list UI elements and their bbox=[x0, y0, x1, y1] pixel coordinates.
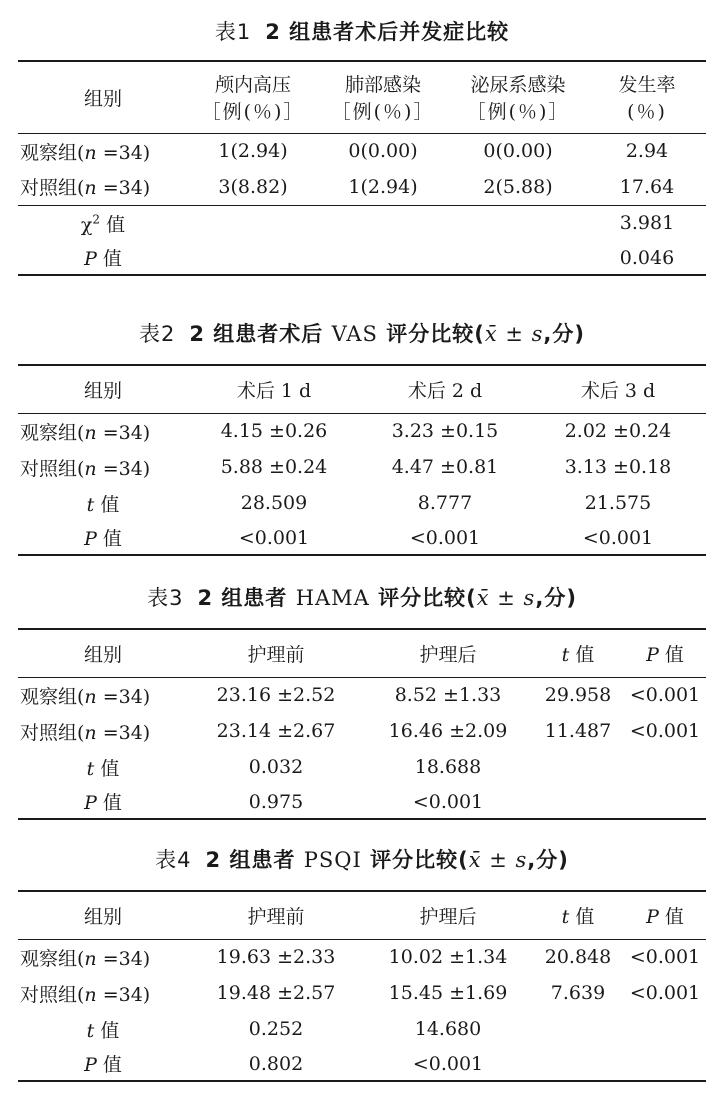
table-3-header-group: 组别 bbox=[18, 629, 188, 677]
table-row bbox=[18, 485, 706, 521]
table-4-header-before: 护理前 bbox=[188, 891, 364, 939]
table-2-header-day3: 术后 3 d bbox=[530, 365, 706, 413]
table-row bbox=[18, 1047, 706, 1081]
cell: 0.975 bbox=[188, 785, 364, 819]
row-label-t: t 值 bbox=[86, 757, 120, 780]
cell: <0.001 bbox=[360, 521, 530, 555]
cell: 1(2.94) bbox=[218, 140, 288, 163]
row-label: 观察组(n =34) bbox=[20, 685, 151, 708]
table-3-caption: 表3 2 组患者 HAMA 评分比较(x̄ ± s,分) bbox=[147, 586, 577, 610]
table-row bbox=[18, 749, 706, 785]
cell: 0(0.00) bbox=[348, 140, 418, 163]
table-row bbox=[18, 169, 706, 205]
table-row bbox=[18, 241, 706, 275]
cell: 4.15 ±0.26 bbox=[220, 420, 328, 443]
cell: <0.001 bbox=[364, 1047, 532, 1081]
cell: <0.001 bbox=[629, 982, 701, 1004]
table-4-header-group: 组别 bbox=[18, 891, 188, 939]
cell: <0.001 bbox=[530, 521, 706, 555]
row-label: 对照组(n =34) bbox=[20, 983, 151, 1006]
table-row bbox=[18, 205, 706, 241]
cell: 23.16 ±2.52 bbox=[216, 684, 336, 707]
table-3-header-p: P 值 bbox=[624, 629, 706, 677]
table-row bbox=[18, 975, 706, 1011]
table-2 bbox=[18, 364, 706, 556]
table-row bbox=[18, 677, 706, 713]
cell: 0.802 bbox=[188, 1047, 364, 1081]
cell: 8.52 ±1.33 bbox=[394, 684, 502, 707]
table-1-number: 表1 bbox=[214, 20, 252, 44]
table-4-caption: 表4 2 组患者 PSQI 评分比较(x̄ ± s,分) bbox=[155, 848, 569, 872]
table-1-title: 2 组患者术后并发症比较 bbox=[265, 20, 510, 44]
cell: 1(2.94) bbox=[348, 175, 418, 198]
table-4-header-after: 护理后 bbox=[364, 891, 532, 939]
table-row bbox=[18, 1011, 706, 1047]
cell: 3.13 ±0.18 bbox=[564, 456, 672, 478]
row-label-p: P 值 bbox=[18, 241, 188, 275]
table-row bbox=[18, 713, 706, 749]
table-4-block bbox=[18, 846, 706, 1082]
cell: 20.848 bbox=[544, 946, 612, 969]
cell: <0.001 bbox=[629, 684, 701, 707]
row-label-p: P 值 bbox=[18, 521, 188, 555]
table-row bbox=[18, 939, 706, 975]
cell: <0.001 bbox=[629, 946, 701, 969]
cell: 4.47 ±0.81 bbox=[391, 456, 499, 478]
row-label: 观察组(n =34) bbox=[20, 141, 151, 164]
cell: 0.032 bbox=[248, 756, 304, 778]
table-3-block bbox=[18, 584, 706, 820]
row-label-t: t 值 bbox=[86, 1019, 120, 1042]
row-label-p: P 值 bbox=[18, 785, 188, 819]
cell: 10.02 ±1.34 bbox=[388, 946, 508, 969]
row-label: 对照组(n =34) bbox=[20, 457, 151, 480]
row-label: 对照组(n =34) bbox=[20, 721, 151, 744]
table-3-header-before: 护理前 bbox=[188, 629, 364, 677]
table-2-header-day1: 术后 1 d bbox=[188, 365, 360, 413]
cell: 14.680 bbox=[414, 1018, 482, 1040]
cell: 28.509 bbox=[240, 492, 308, 514]
cell: 3(8.82) bbox=[218, 175, 288, 198]
table-2-block bbox=[18, 320, 706, 556]
cell: 2.02 ±0.24 bbox=[564, 420, 672, 443]
table-row bbox=[18, 521, 706, 555]
cell: 0.046 bbox=[588, 241, 706, 275]
table-row bbox=[18, 413, 706, 449]
row-label: 观察组(n =34) bbox=[20, 421, 151, 444]
table-row bbox=[18, 449, 706, 485]
cell: <0.001 bbox=[188, 521, 360, 555]
cell: 19.63 ±2.33 bbox=[216, 946, 336, 969]
cell: 15.45 ±1.69 bbox=[388, 982, 508, 1004]
table-4-header-p: P 值 bbox=[624, 891, 706, 939]
table-1-caption bbox=[18, 18, 706, 46]
table-2-header-group: 组别 bbox=[18, 365, 188, 413]
row-label-t: t 值 bbox=[86, 493, 120, 516]
cell: 23.14 ±2.67 bbox=[216, 720, 336, 742]
table-1-header-group: 组别 bbox=[18, 61, 188, 133]
cell: 0.252 bbox=[248, 1018, 304, 1040]
cell: 3.23 ±0.15 bbox=[391, 420, 499, 443]
cell: 19.48 ±2.57 bbox=[216, 982, 336, 1004]
table-row bbox=[18, 785, 706, 819]
table-row bbox=[18, 133, 706, 169]
cell: 11.487 bbox=[544, 720, 612, 742]
cell: 0(0.00) bbox=[483, 140, 553, 163]
row-label-p: P 值 bbox=[18, 1047, 188, 1081]
cell: 21.575 bbox=[584, 492, 652, 514]
table-3-header-after: 护理后 bbox=[364, 629, 532, 677]
table-1-header-pulmonary: 肺部感染 ［例(％)］ bbox=[318, 61, 448, 133]
cell: 7.639 bbox=[550, 982, 606, 1004]
cell: 16.46 ±2.09 bbox=[388, 720, 508, 742]
table-2-header-day2: 术后 2 d bbox=[360, 365, 530, 413]
cell: 5.88 ±0.24 bbox=[220, 456, 328, 478]
table-1 bbox=[18, 60, 706, 276]
cell: 3.981 bbox=[588, 205, 706, 241]
cell: <0.001 bbox=[364, 785, 532, 819]
table-1-header-rate: 发生率 (％) bbox=[588, 61, 706, 133]
table-1-block bbox=[18, 18, 706, 276]
cell: 17.64 bbox=[619, 175, 675, 198]
table-4 bbox=[18, 890, 706, 1082]
table-3 bbox=[18, 628, 706, 820]
cell: 18.688 bbox=[414, 756, 482, 778]
table-2-caption: 表2 2 组患者术后 VAS 评分比较(x̄ ± s,分) bbox=[139, 322, 585, 346]
row-label-chi: $\chi^2$ 值 bbox=[18, 205, 188, 241]
table-3-header-t: t 值 bbox=[532, 629, 624, 677]
cell: 29.958 bbox=[544, 684, 612, 707]
row-label: 对照组(n =34) bbox=[20, 177, 151, 200]
table-4-header-t: t 值 bbox=[532, 891, 624, 939]
table-1-header-icp: 颅内高压 ［例(％)］ bbox=[188, 61, 318, 133]
cell: 2(5.88) bbox=[483, 175, 553, 198]
row-label: 观察组(n =34) bbox=[20, 947, 151, 970]
cell: <0.001 bbox=[629, 720, 701, 742]
cell: 8.777 bbox=[417, 492, 473, 514]
cell: 2.94 bbox=[625, 140, 669, 163]
table-1-header-urinary: 泌尿系感染 ［例(％)］ bbox=[448, 61, 588, 133]
